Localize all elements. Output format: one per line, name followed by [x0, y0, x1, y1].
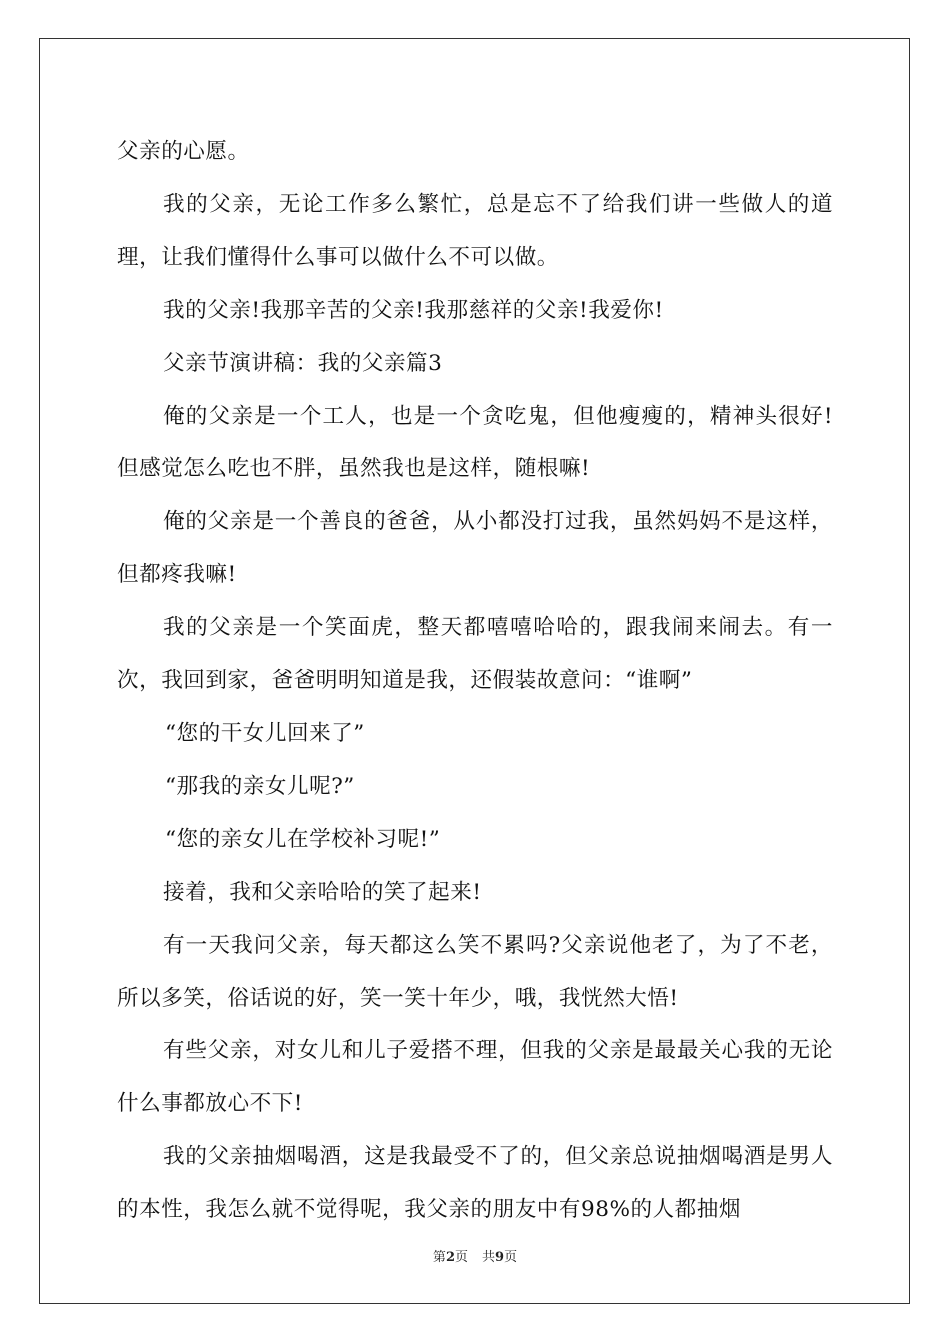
- paragraph: 有些父亲，对女儿和儿子爱搭不理，但我的父亲是最最关心我的无论什么事都放心不下!: [117, 1038, 833, 1117]
- paragraph: 接着，我和父亲哈哈的笑了起来!: [163, 879, 482, 905]
- page-indicator: [433, 1246, 468, 1265]
- page-footer: [0, 1246, 950, 1265]
- dialogue-line: “您的亲女儿在学校补习呢!”: [165, 826, 441, 852]
- paragraph: 父亲的心愿。: [117, 139, 250, 164]
- paragraph: 我的父亲抽烟喝酒，这是我最受不了的，但父亲总说抽烟喝酒是男人的本性，我怎么就不觉得呢，我父亲的朋友中有98%的人都抽烟: [117, 1144, 833, 1223]
- total-pages: 9: [495, 1250, 505, 1265]
- total-suffix: 页: [504, 1250, 518, 1265]
- page-prefix: 第: [432, 1250, 446, 1265]
- paragraph: 俺的父亲是一个善良的爸爸，从小都没打过我，虽然妈妈不是这样，但都疼我嘛!: [117, 509, 833, 588]
- page-suffix: 页: [454, 1250, 468, 1265]
- paragraph: 我的父亲，无论工作多么繁忙，总是忘不了给我们讲一些做人的道理，让我们懂得什么事可以做什么不可以做。: [117, 191, 833, 270]
- paragraph: 我的父亲是一个笑面虎，整天都嘻嘻哈哈的，跟我闹来闹去。有一次，我回到家，爸爸明明知道是我，还假装故意问：“谁啊”: [117, 615, 833, 694]
- page-number: 2: [445, 1250, 455, 1265]
- paragraph: 我的父亲!我那辛苦的父亲!我那慈祥的父亲!我爱你!: [163, 297, 664, 323]
- paragraph: 俺的父亲是一个工人，也是一个贪吃鬼，但他瘦瘦的，精神头很好!但感觉怎么吃也不胖，虽然我也是这样，随根嘛!: [117, 403, 833, 482]
- total-pages-indicator: [482, 1246, 517, 1265]
- document-body: [117, 126, 833, 1237]
- dialogue-line: “您的干女儿回来了”: [165, 720, 365, 746]
- total-prefix: 共: [482, 1250, 496, 1265]
- paragraph: 有一天我问父亲，每天都这么笑不累吗?父亲说他老了，为了不老，所以多笑，俗话说的好，笑一笑十年少，哦，我恍然大悟!: [117, 932, 833, 1011]
- section-heading: 父亲节演讲稿：我的父亲篇3: [163, 350, 443, 376]
- dialogue-line: “那我的亲女儿呢?”: [165, 773, 355, 799]
